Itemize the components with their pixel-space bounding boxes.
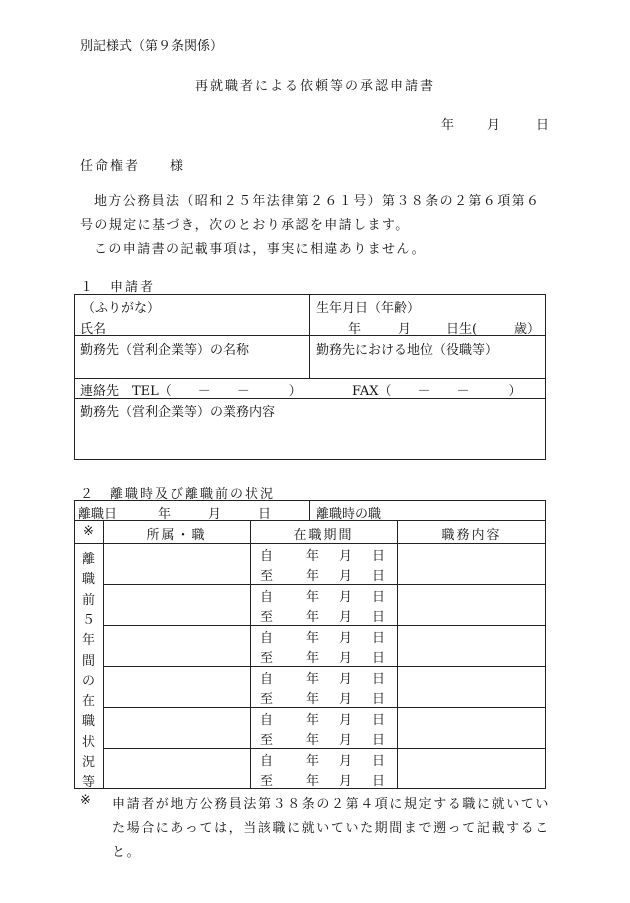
side-label-char: 年 — [81, 633, 95, 649]
contact-fax: FAX（ － － ） — [352, 384, 522, 399]
period-to-label: 至 — [260, 733, 274, 748]
period-year: 年 — [306, 549, 320, 564]
period-year: 年 — [306, 631, 320, 646]
period-from-label: 自 — [260, 549, 274, 564]
period-day: 日 — [372, 569, 386, 584]
addressee: 任命権者 様 — [80, 159, 186, 174]
period-day: 日 — [372, 610, 386, 625]
period-day: 日 — [372, 754, 386, 769]
side-label-char: 間 — [81, 653, 95, 669]
date-year: 年 — [441, 118, 455, 133]
side-label-char: ５ — [81, 612, 95, 628]
period-from-label: 自 — [260, 631, 274, 646]
period-month: 月 — [339, 692, 353, 707]
period-day: 日 — [372, 713, 386, 728]
period-month: 月 — [339, 672, 353, 687]
period-from-label: 自 — [260, 754, 274, 769]
period-day: 日 — [372, 692, 386, 707]
birth-age: 歳） — [514, 322, 541, 337]
period-year: 年 — [306, 610, 320, 625]
period-year: 年 — [306, 651, 320, 666]
name-label: 氏名 — [80, 322, 107, 337]
period-month: 月 — [339, 631, 353, 646]
retire-post-label: 離職時の職 — [316, 507, 382, 522]
period-month: 月 — [339, 733, 353, 748]
applicant-row-line — [74, 378, 546, 379]
period-to-label: 至 — [260, 569, 274, 584]
side-label-char: 等 — [81, 775, 95, 791]
birthdate-label: 生年月日（年齢） — [316, 301, 421, 316]
period-year: 年 — [306, 692, 320, 707]
period-day: 日 — [372, 590, 386, 605]
period-year: 年 — [306, 713, 320, 728]
retire-month: 月 — [208, 507, 222, 522]
retire-day: 日 — [258, 507, 272, 522]
period-day: 日 — [372, 651, 386, 666]
period-month: 月 — [339, 754, 353, 769]
period-to-label: 至 — [260, 692, 274, 707]
business-content-label: 勤務先（営利企業等）の業務内容 — [80, 405, 276, 420]
section-1-heading: １ 申請者 — [80, 280, 156, 295]
period-year: 年 — [306, 774, 320, 789]
period-month: 月 — [339, 713, 353, 728]
period-month: 月 — [339, 774, 353, 789]
period-year: 年 — [306, 672, 320, 687]
side-label-char: 職 — [81, 714, 95, 730]
body-paragraph-2: この申請書の記載事項は，事実に相違ありません。 — [94, 242, 426, 257]
period-year: 年 — [306, 590, 320, 605]
note-mark: ※ — [80, 793, 91, 808]
period-year: 年 — [306, 569, 320, 584]
birth-day: 日生( — [446, 322, 478, 337]
side-label-char: 前 — [81, 592, 95, 608]
col-mark-header: ※ — [83, 524, 94, 539]
period-year: 年 — [306, 754, 320, 769]
period-from-label: 自 — [260, 672, 274, 687]
date-day: 日 — [536, 118, 550, 133]
retire-year: 年 — [158, 507, 172, 522]
period-block-line — [103, 748, 546, 749]
side-label-char: 離 — [81, 552, 95, 567]
table-row-line — [74, 543, 546, 544]
period-day: 日 — [372, 774, 386, 789]
period-month: 月 — [339, 549, 353, 564]
period-to-label: 至 — [260, 651, 274, 666]
period-day: 日 — [372, 672, 386, 687]
retire-divider — [309, 500, 310, 520]
body-paragraph-1: 地方公務員法（昭和２５年法律第２６１号）第３８条の２第６項第６号の規定に基づき，次のとおり承認を申請します。 — [80, 194, 541, 233]
birth-year: 年 — [348, 322, 362, 337]
period-block-line — [103, 707, 546, 708]
document-title: 再就職者による依頼等の承認申請書 — [194, 79, 435, 94]
contact-tel: 連絡先 TEL（ － － ） — [80, 384, 302, 399]
period-block-line — [103, 625, 546, 626]
period-day: 日 — [372, 549, 386, 564]
period-to-label: 至 — [260, 774, 274, 789]
form-reference: 別記様式（第９条関係） — [80, 39, 224, 54]
side-label-char: の — [81, 673, 95, 689]
period-from-label: 自 — [260, 713, 274, 728]
section-2-heading: ２ 離職時及び離職前の状況 — [80, 487, 276, 502]
period-year: 年 — [306, 733, 320, 748]
period-day: 日 — [372, 733, 386, 748]
period-month: 月 — [339, 590, 353, 605]
col-dept-header: 所属・職 — [146, 528, 207, 543]
furigana-label: （ふりがな） — [82, 301, 161, 316]
period-to-label: 至 — [260, 610, 274, 625]
period-day: 日 — [372, 631, 386, 646]
side-label-char: 状 — [81, 734, 95, 750]
retire-date-label: 離職日 — [78, 507, 118, 522]
period-block-line — [103, 666, 546, 667]
side-label-char: 職 — [81, 572, 95, 588]
employer-position-label: 勤務先における地位（役職等） — [316, 343, 499, 358]
applicant-divider — [309, 294, 310, 378]
period-month: 月 — [339, 569, 353, 584]
period-month: 月 — [339, 651, 353, 666]
period-block-line — [103, 584, 546, 585]
employer-name-label: 勤務先（営利企業等）の名称 — [80, 343, 250, 358]
note-text: 申請者が地方公務員法第３８条の２第４項に規定する職に就いていた場合にあっては，当該職に就いていた期間まで遡って記載すること。 — [112, 797, 551, 860]
side-label-char: 在 — [81, 694, 95, 710]
period-from-label: 自 — [260, 590, 274, 605]
col-period-header: 在職期間 — [293, 528, 354, 543]
side-label-char: 況 — [81, 755, 95, 770]
col-duties-header: 職務内容 — [441, 528, 502, 543]
period-month: 月 — [339, 610, 353, 625]
table-row-line — [74, 520, 546, 521]
birth-month: 月 — [398, 322, 412, 337]
date-month: 月 — [487, 118, 501, 133]
